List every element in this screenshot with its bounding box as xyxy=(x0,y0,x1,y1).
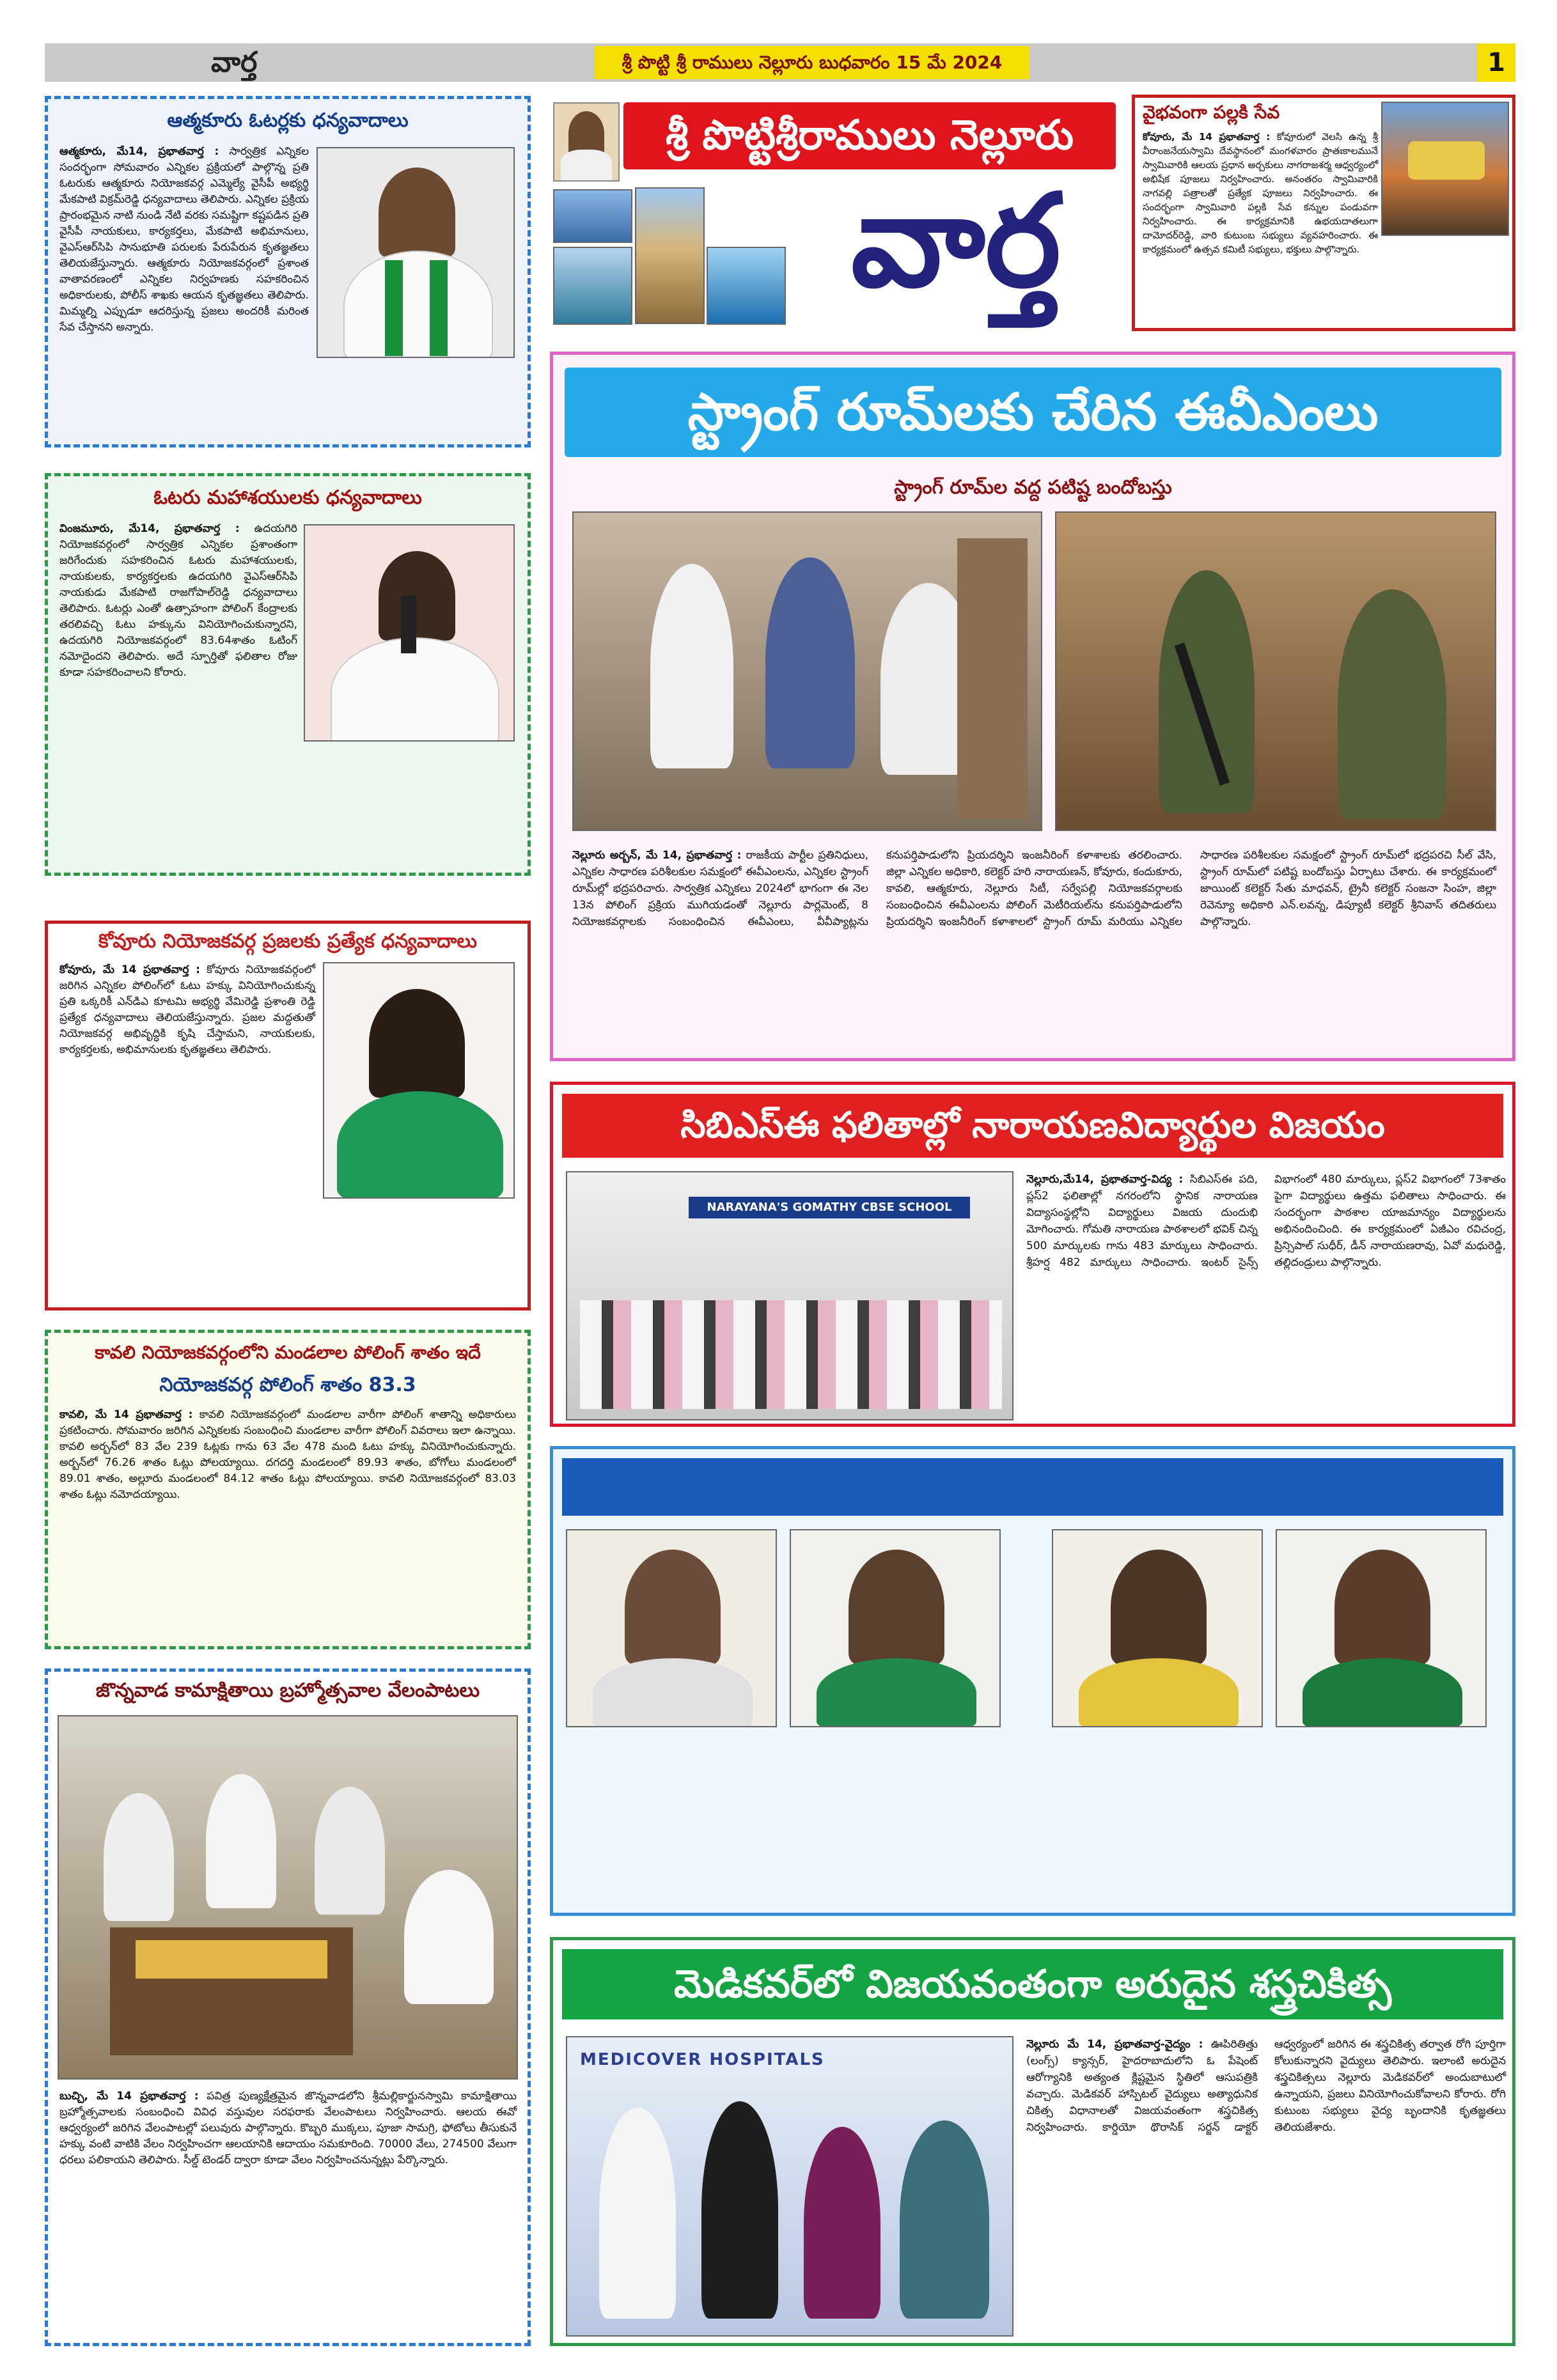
masthead-portrait xyxy=(553,102,620,182)
edition-banner: శ్రీ పొట్టిశ్రీరాములు నెల్లూరు xyxy=(623,102,1116,169)
masthead xyxy=(540,95,1129,331)
story-kavali-body: కావలి నియోజకవర్గంలో మండలాల వారీగా పోలింగ్ శాతాన్ని అధికారులు ప్రకటించారు. సోమవారం జరిగిన ఎన్నికలకు సంబంధించి మండలాల వారీగా పోలింగ్ వివరాలు ఇలా ఉన్నాయి. కావలి అర్బన్‌లో 83 వేల 239 ఓట్లకు గాను 63 వేల 478 మంది ఓటు హక్కు వినియోగించుకున్నారు. అర్బన్‌లో 76.26 శాతం ఓట్లు పోలయ్యాయి. దగదర్తి మండలంలో 89.93 శాతం, బోగోలు మండలంలో 89.01 శాతం, అల్లూరు మండలంలో 84.12 శాతం ఓట్లు పోలయ్యాయి. కావలి నియోజకవర్గంలో 83.03 శాతం ఓట్లు నమోదయ్యాయి. xyxy=(59,1408,516,1501)
story-jonnawada-photo xyxy=(58,1715,518,2080)
story-vinjamur-photo xyxy=(304,524,515,742)
story-kavali xyxy=(45,1330,531,1649)
story-narayana-dateline: నెల్లూరు,మే14, ప్రభాతవార్త-విద్య : xyxy=(1026,1173,1184,1186)
story-jonnawada-dateline: బుచ్చి, మే 14 ప్రభాతవార్త : xyxy=(59,2090,199,2103)
story-pallaki-seva-photo xyxy=(1381,102,1509,236)
top-bar xyxy=(45,43,1515,82)
page-number: 1 xyxy=(1477,43,1515,82)
story-evm-subhead: స్ట్రాంగ్ రూమ్‌ల వద్ద పటిష్ట బందోబస్తు xyxy=(894,476,1172,499)
story-narayana-headline: సిబిఎస్ఈ ఫలితాల్లో నారాయణవిద్యార్థుల విజయం xyxy=(562,1094,1503,1158)
story-atmakur xyxy=(45,96,531,447)
story-kovur-title: కోవూరు నియోజకవర్గ ప్రజలకు ప్రత్యేక ధన్యవాదాలు xyxy=(98,930,478,953)
masthead-bridge-photo xyxy=(553,189,632,243)
student-photo-2 xyxy=(790,1529,1001,1727)
story-kavali-dateline: కావలి, మే 14 ప్రభాతవార్త : xyxy=(59,1408,193,1421)
masthead-port-photo xyxy=(553,247,632,325)
story-vinjamur xyxy=(45,473,531,876)
story-vinjamur-dateline: వింజమూరు, మే14, ప్రభాతవార్త : xyxy=(59,522,240,535)
story-narayana xyxy=(550,1082,1515,1427)
top-bar-logo: వార్త xyxy=(211,46,258,79)
story-kavali-title: కావలి నియోజకవర్గంలోని మండలాల పోలింగ్ శాతం ఇదే xyxy=(95,1342,481,1363)
story-atmakur-dateline: ఆత్మకూరు, మే14, ప్రభాతవార్త : xyxy=(59,145,219,158)
story-jonnawada xyxy=(45,1668,531,2346)
story-pallaki-seva-dateline: కోవూరు, మే 14 ప్రభాతవార్త : xyxy=(1143,131,1271,143)
masthead-lake-photo xyxy=(707,247,786,325)
dateline: శ్రీ పొట్టి శ్రీ రాములు నెల్లూరు బుధవారం 15 మే 2024 xyxy=(595,46,1029,79)
story-jonnawada-body: పవిత్ర పుణ్యక్షేత్రమైన జొన్నవాడలోని శ్రీమల్లికార్జునస్వామి కామాక్షితాయి బ్రహ్మోత్సవాలకు సంబంధించి వివిధ వస్తువుల సరఫరాకు వేలంపాటలు నిర్వహించారు. ఆలయ ఈవో ఆధ్వర్యంలో జరిగిన వేలంపాటల్లో పలువురు పాల్గొన్నారు. కొబ్బరి ముక్కలు, పూజా సామగ్రి, ఫోటోలు తీసుకునే హక్కు వంటి వాటికి వేలం నిర్వహించగా ఆలయానికి ఆదాయం సమకూరింది. 70000 వేలు, 274500 వేలుగా ధరలు పలికాయని తెలిపారు. సీల్డ్ టెండర్ ద్వారా కూడా వేలం నిర్వహించనున్నట్లు పేర్కొన్నారు. xyxy=(59,2090,517,2166)
story-pallaki-seva xyxy=(1132,95,1515,331)
story-atmakur-photo xyxy=(317,147,515,358)
story-atmakur-title: ఆత్మకూరు ఓటర్లకు ధన్యవాదాలు xyxy=(167,109,409,132)
story-kovur-photo xyxy=(323,962,515,1199)
story-narayana-sign: NARAYANA'S GOMATHY CBSE SCHOOL xyxy=(689,1197,970,1218)
masthead-logo: వార్త xyxy=(850,167,1061,316)
masthead-temple-photo xyxy=(635,187,705,324)
student-photo-1 xyxy=(566,1529,777,1727)
story-medicover-backdrop: MEDICOVER HOSPITALS xyxy=(580,2050,825,2069)
story-kovur-body: కోవూరు నియోజకవర్గంలో జరిగిన ఎన్నికల పోలింగ్‌లో ఓటు హక్కు వినియోగించుకున్న ప్రతి ఒక్కరికీ ఎన్‌డిఎ కూటమి అభ్యర్థి వేమిరెడ్డి ప్రశాంతి రెడ్డి ప్రత్యేక ధన్యవాదాలు తెలియజేస్తున్నారు. ప్రజల మద్దతుతో నియోజకవర్గ అభివృద్ధికి కృషి చేస్తామని, నాయకులకు, కార్యకర్తలకు, అభిమానులకు కృతజ్ఞతలు తెలిపారు. xyxy=(59,963,315,1056)
story-evm-photo-officials xyxy=(572,511,1042,831)
story-evm xyxy=(550,352,1515,1061)
story-evm-dateline: నెల్లూరు అర్బన్, మే 14, ప్రభాతవార్త : xyxy=(572,849,742,862)
student-photo-3 xyxy=(1052,1529,1263,1727)
story-medicover-dateline: నెల్లూరు మే 14, ప్రభాతవార్త-వైద్యం : xyxy=(1026,2038,1203,2051)
story-jonnawada-title: జొన్నవాడ కామాక్షితాయి బ్రహ్మోత్సవాల వేలంపాటలు xyxy=(95,1679,480,1702)
story-medicover-body: ఊపిరితిత్తు (లంగ్స్) క్యాన్సర్, హైదరాబాదులోని ఓ పేషెంట్ ఆరోగ్యానికి అత్యంత క్లిష్టమైన స్థితిలో ఆసుపత్రికి వచ్చారు. మెడికవర్ హాస్పిటల్ వైద్యులు అత్యాధునిక చికిత్స విధానాలతో విజయవంతంగా శస్త్రచికిత్స నిర్వహించారు. కార్డియో థొరాసిక్ సర్జన్ డాక్టర్ ఆధ్వర్యంలో జరిగిన ఈ శస్త్రచికిత్స తర్వాత రోగి పూర్తిగా కోలుకున్నారని వైద్యులు తెలిపారు. ఇలాంటి అరుదైన శస్త్రచికిత్సలు నెల్లూరు మెడికవర్‌లో అందుబాటులో ఉన్నాయని, ప్రజలు వినియోగించుకోవాలని కోరారు. రోగి కుటుంబ సభ్యులు వైద్య బృందానికి కృతజ్ఞతలు తెలియజేశారు. xyxy=(1026,2038,1506,2134)
story-aprjc xyxy=(550,1446,1515,1916)
story-pallaki-seva-body: కోవూరులో వెలసి ఉన్న శ్రీ వీరాంజనేయస్వామి దేవస్థానంలో మంగళవారం ప్రాతఃకాలమునే స్వామివారికి ఆలయ ప్రధాన అర్చకులు నాగరాజశర్మ ఆధ్వర్యంలో అభిషేక పూజలు నిర్వహించారు. అనంతరం స్వామివారికి నాగవల్లి పత్రాలతో ప్రత్యేక పూజలు నిర్వహించారు. ఈ సందర్భంగా స్వామివారి పల్లకి సేవ కన్నుల పండువగా నిర్వహించారు. ఈ కార్యక్రమానికి ఉభయదాతలుగా దామోదర్‌రెడ్డి, వారి కుటుంబ సభ్యులు వ్యవహరించారు. ఈ కార్యక్రమంలో ఉత్సవ కమిటీ సభ్యులు, భక్తులు పాల్గొన్నారు. xyxy=(1143,131,1378,255)
story-evm-headline: స్ట్రాంగ్ రూమ్‌లకు చేరిన ఈవీఎంలు xyxy=(565,368,1501,457)
story-evm-photo-security xyxy=(1055,511,1496,831)
story-vinjamur-body: ఉదయగిరి నియోజకవర్గంలో సార్వత్రిక ఎన్నికల ప్రశాంతంగా జరిగేందుకు సహకరించిన ఓటరు మహాశయులకు, నాయకులకు, కార్యకర్తలకు ఉదయగిరి వైఎస్‌ఆర్‌సిపి నాయకుడు మేకపాటి రాజగోపాల్‌రెడ్డి ధన్యవాదాలు తెలిపారు. ఓటర్లు ఎంతో ఉత్సాహంగా పోలింగ్ కేంద్రాలకు తరలివచ్చి ఓటు హక్కును వినియోగించుకున్నారని, ఉదయగిరి నియోజకవర్గంలో 83.64శాతం ఓటింగ్ నమోదైందని తెలిపారు. అదే స్ఫూర్తితో ఫలితాల రోజు కూడా సహకరించాలని కోరారు. xyxy=(59,522,297,679)
story-vinjamur-title: ఓటరు మహాశయులకు ధన్యవాదాలు xyxy=(153,486,422,509)
story-atmakur-body: సార్వత్రిక ఎన్నికల సందర్భంగా సోమవారం ఎన్నికల ప్రక్రియలో పాల్గొన్న ప్రతి ఓటరుకు ఆత్మకూరు నియోజకవర్గ ఎమ్మెల్యే వైసీపీ అభ్యర్థి మేకపాటి విక్రమ్‌రెడ్డి ధన్యవాదాలు తెలిపారు. ఎన్నికల ప్రక్రియ ప్రారంభమైన నాటి నుండి నేటి వరకు సమష్టిగా కష్టపడిన ప్రతి వైసీపీ నాయకులు, కార్యకర్తలు, మేకపాటి అభిమానులు, వైఎస్‌ఆర్‌సిపి సానుభూతి పరులకు పేరుపేరున కృతజ్ఞతలు తెలియజేస్తున్నారు. ఆత్మకూరు నియోజకవర్గంలో ప్రశాంత వాతావరణంలో ఎన్నికల నిర్వహణకు సహకరించిన అధికారులకు, పోలీస్ శాఖకు ఆయన కృతజ్ఞతలు తెలిపారు. మిమ్మల్ని ఎప్పుడూ ఆదరిస్తున్న ప్రజలు అందరికీ మరింత సేవ చేస్తానని అన్నారు. xyxy=(59,145,309,334)
story-medicover-photo xyxy=(566,2036,1013,2337)
story-medicover-headline: మెడికవర్‌లో విజయవంతంగా అరుదైన శస్త్రచికిత్స xyxy=(562,1949,1503,2019)
story-narayana-photo xyxy=(566,1171,1013,1420)
story-aprjc-headline xyxy=(562,1458,1503,1516)
student-photo-4 xyxy=(1276,1529,1487,1727)
story-kovur xyxy=(45,921,531,1311)
story-kavali-subtitle: నియోజకవర్గ పోలింగ్ శాతం 83.3 xyxy=(159,1374,416,1396)
story-narayana-body: సిబిఎస్ఈ పది, ప్లస్2 ఫలితాల్లో నగరంలోని స్థానిక నారాయణ విద్యాసంస్థల్లోని విద్యార్థులు విజయ దుందుభి మోగించారు. గోమతి నారాయణ పాఠశాలలో భవిక్ చిన్న 500 మార్కులకు గాను 483 మార్కులు సాధించారు. శ్రీహర్ష 482 మార్కులు సాధించారు. ఇంటర్ సైన్స్ విభాగంలో 480 మార్కులు, ప్లస్2 విభాగంలో 73శాతం పైగా విద్యార్థులు ఉత్తమ ఫలితాలు సాధించారు. ఈ సందర్భంగా పాఠశాల యాజమాన్యం విద్యార్థులను అభినందించింది. ఈ కార్యక్రమంలో ఏజీఎం రవిచంద్ర, ప్రిన్సిపాల్ సుధీర్, డీన్ నారాయణరావు, ఏవో మధురెడ్డి, తల్లిదండ్రులు పాల్గొన్నారు. xyxy=(1026,1173,1506,1269)
story-evm-body: రాజకీయ పార్టీల ప్రతినిధులు, ఎన్నికల సాధారణ పరిశీలకుల సమక్షంలో ఈవీఎంలను, ఎన్నికల స్ట్రాంగ్ రూమ్‌ల్లో భద్రపరిచారు. సార్వత్రిక ఎన్నికలు 2024లో భాగంగా ఈ నెల 13న పోలింగ్ ప్రక్రియ ముగియడంతో నెల్లూరు పార్లమెంట్, 8 నియోజకవర్గాలకు సంబంధించిన ఈవీఎంలు, వీవీప్యాట్లను కనుపర్తిపాడులోని ప్రియదర్శిని ఇంజనీరింగ్ కళాశాలకు తరలించారు. జిల్లా ఎన్నికల అధికారి, కలెక్టర్ హరి నారాయణన్, కోవూరు, కందుకూరు, కావలి, ఆత్మకూరు, నెల్లూరు సిటీ, సర్వేపల్లి నియోజకవర్గాలకు సంబంధించిన ఈవీఎంలను పోలింగ్ మెటీరియల్‌ను కనుపర్తిపాడులోని ప్రియదర్శిని ఇంజనీరింగ్ కళాశాలలో స్ట్రాంగ్ రూమ్ మరియు ఎన్నికల సాధారణ పరిశీలకుల సమక్షంలో స్ట్రాంగ్ రూమ్‌లో భద్రపరచి సీల్ వేసి, స్ట్రాంగ్ రూమ్‌లో పటిష్ట బందోబస్తు ఏర్పాటు చేశారు. ఈ కార్యక్రమంలో జాయింట్ కలెక్టర్ సేతు మాధవన్, ట్రైనీ కలెక్టర్ సంజనా సింహ, జిల్లా రెవెన్యూ అధికారి ఎన్.లవన్న, డిప్యూటీ కలెక్టర్ శ్రీనివాస్ తదితరులు పాల్గొన్నారు. xyxy=(572,849,1496,928)
story-medicover xyxy=(550,1937,1515,2346)
story-kovur-dateline: కోవూరు, మే 14 ప్రభాతవార్త : xyxy=(59,963,200,976)
story-pallaki-seva-title: వైభవంగా పల్లకి సేవ xyxy=(1143,102,1280,123)
